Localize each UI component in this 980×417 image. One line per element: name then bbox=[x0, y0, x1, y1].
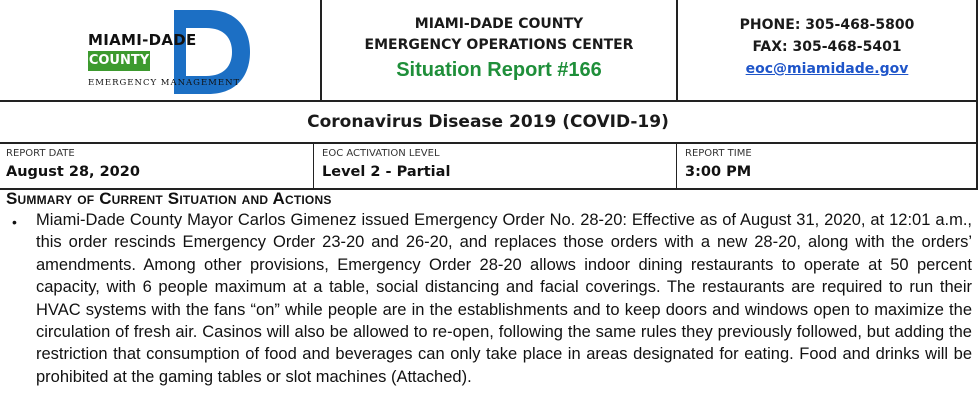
phone-number: PHONE: 305-468-5800 bbox=[739, 17, 915, 33]
summary-paragraph: Miami-Dade County Mayor Carlos Gimenez issued Emergency Order No. 28-20: Effective as of August 31, 2020, at 12:01 a.m., this order rescinds Emergency Order 23-20 and 26-20, and replaces those orders with a new 28-20, along with the orders’ amendments. Among other provisions, Emergency Order 28-20 allows indoor dining restaurants to operate at 50 percent capacity, with 6 people maximum at a table, social distancing and facial coverings. The restaurants are required to run their HVAC systems with the fans “on” while people are in the establishments and to keep doors and windows open to maximize the circulation of fresh air. Casinos will also be allowed to re-open, following the same rules they previously followed, but adding the restriction that consumption of food and beverages can only take place in areas designated for eating. Food and drinks will be prohibited at the gaming tables or slot machines (Attached). bbox=[36, 211, 972, 386]
activation-level-value: Level 2 - Partial bbox=[322, 164, 451, 180]
activation-level-label: EOC ACTIVATION LEVEL bbox=[322, 148, 440, 159]
org-name: MIAMI-DADE COUNTY bbox=[414, 16, 584, 32]
report-time-cell bbox=[676, 144, 976, 188]
report-header bbox=[0, 0, 978, 102]
report-time-value: 3:00 PM bbox=[685, 164, 752, 180]
contact-cell bbox=[678, 0, 976, 100]
report-info-row bbox=[0, 144, 978, 190]
summary-heading: Summary of Current Situation and Actions bbox=[6, 189, 332, 208]
document-title: Coronavirus Disease 2019 (COVID-19) bbox=[0, 102, 978, 144]
report-time-label: REPORT TIME bbox=[685, 148, 752, 159]
situation-report-title: Situation Report #166 bbox=[396, 59, 602, 81]
email-link[interactable]: eoc@miamidade.gov bbox=[745, 61, 909, 77]
fax-number: FAX: 305-468-5401 bbox=[752, 39, 902, 55]
org-center: EMERGENCY OPERATIONS CENTER bbox=[364, 37, 634, 53]
report-date-value: August 28, 2020 bbox=[6, 164, 140, 180]
logo-text-emergency-management: EMERGENCY MANAGEMENT bbox=[88, 78, 241, 88]
org-cell bbox=[322, 0, 678, 100]
report-date-cell bbox=[0, 144, 313, 188]
logo-cell bbox=[0, 0, 322, 100]
bullet-icon: • bbox=[12, 214, 17, 230]
logo-text-miami-dade: MIAMI-DADE bbox=[88, 31, 197, 49]
logo-text-county: COUNTY bbox=[88, 51, 150, 71]
report-date-label: REPORT DATE bbox=[6, 148, 75, 159]
activation-level-cell bbox=[313, 144, 676, 188]
